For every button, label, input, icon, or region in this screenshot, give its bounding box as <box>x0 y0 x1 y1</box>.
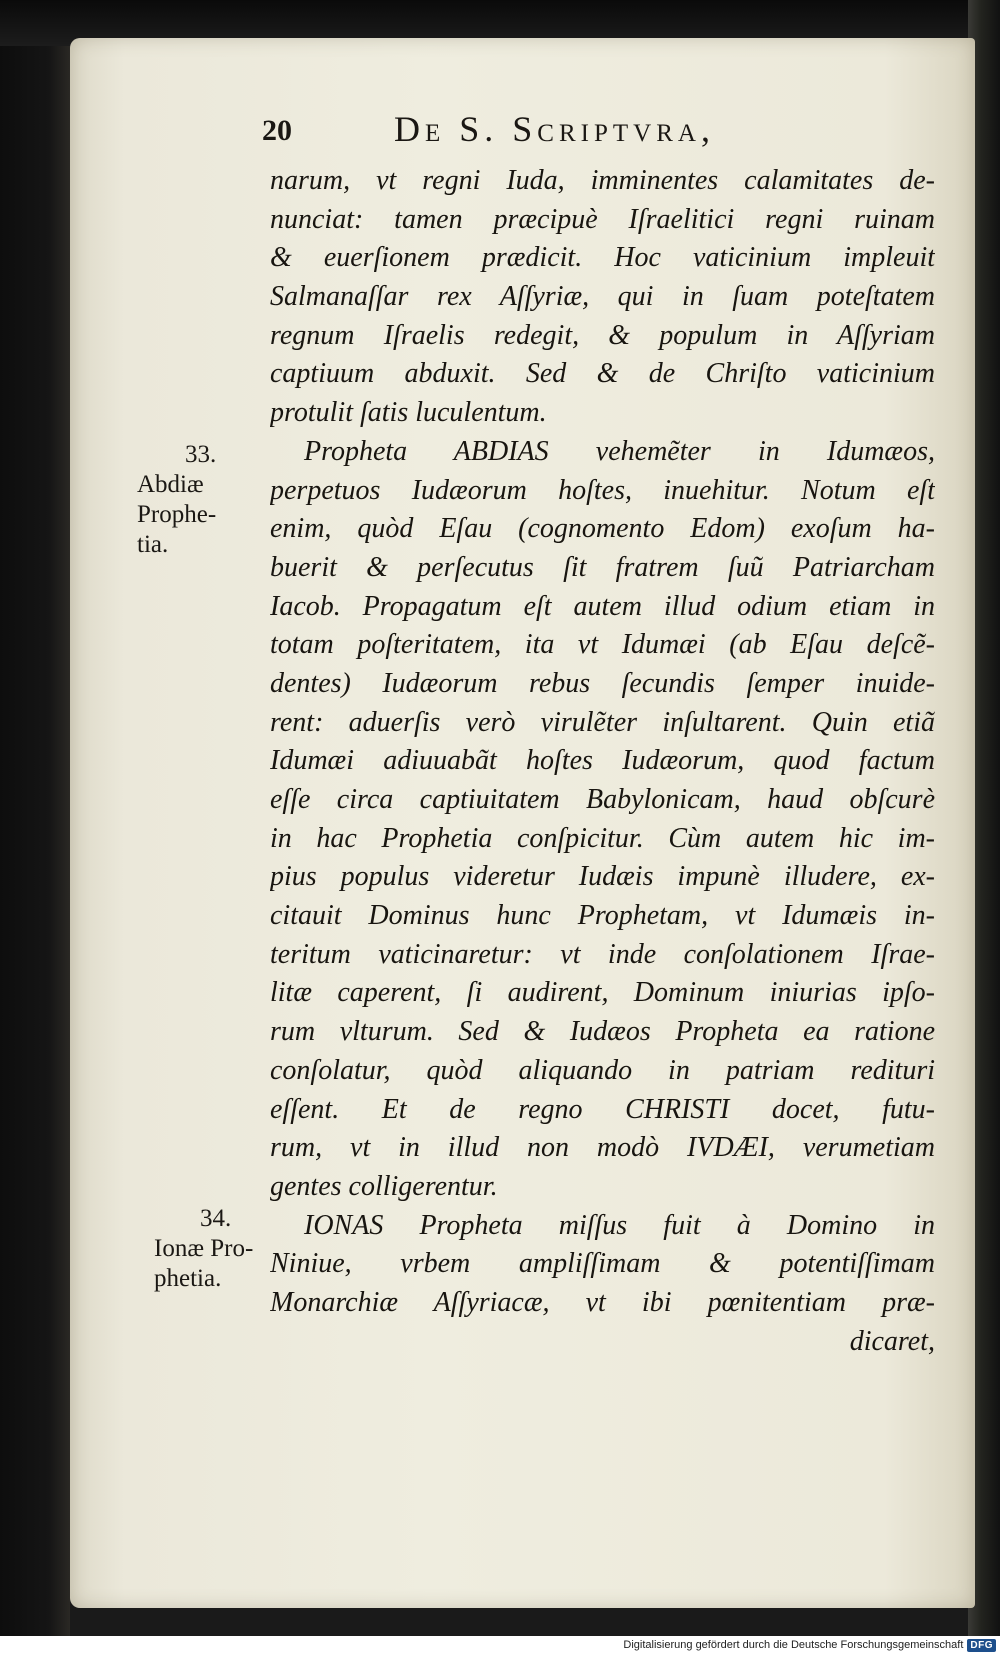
margin-note-line: phetia. <box>154 1265 222 1292</box>
text-line: dentes) Iudæorum rebus ſecundis ſemper inuide- <box>270 667 935 699</box>
text-line: teritum vaticinaretur: vt inde conſolationem Iſrae- <box>270 938 935 970</box>
text-line: & euerſionem prædicit. Hoc vaticinium impleuit <box>270 242 935 274</box>
text-line: citauit Dominus hunc Prophetam, vt Idumæis in- <box>270 900 935 932</box>
text-line: IONAS Propheta miſſus fuit à Domino in <box>304 1209 935 1241</box>
body-text <box>270 162 935 1361</box>
text-line: pius populus videretur Iudæis impunè illudere, ex- <box>270 861 935 893</box>
text-line: nunciat: tamen præcipuè Iſraelitici regni ruinam <box>270 203 935 235</box>
text-line: totam poſteritatem, ita vt Idumæi (ab Eſau deſcẽ- <box>270 629 935 661</box>
text-line: buerit & perſecutus ſit fratrem ſuũ Patriarcham <box>270 551 935 583</box>
text-line: gentes colligerentur. <box>270 1170 498 1202</box>
margin-note-line: tia. <box>137 531 169 558</box>
text-line: regnum Iſraelis redegit, & populum in Aſſyriam <box>270 319 935 351</box>
digitization-credit <box>623 1637 996 1653</box>
margin-note-line: Ionæ Pro- <box>154 1235 254 1262</box>
page-number: 20 <box>262 114 292 147</box>
credit-text: Digitalisierung gefördert durch die Deutsche Forschungsgemeinschaft <box>623 1639 964 1651</box>
margin-note-line: Prophe- <box>137 501 217 528</box>
margin-note-line: Abdiæ <box>137 471 204 498</box>
text-line: rent: aduerſis verò virulẽter inſultarent. Quin etiã <box>270 706 935 738</box>
margin-note-number: 34. <box>200 1205 232 1232</box>
text-line: Monarchiæ Aſſyriacæ, vt ibi pœnitentiam præ- <box>270 1286 935 1318</box>
margin-note-34 <box>154 1204 254 1294</box>
text-line: Propheta ABDIAS vehemẽter in Idumæos, <box>304 435 935 467</box>
text-line: protulit ſatis luculentum. <box>270 397 547 429</box>
margin-note-number: 33. <box>185 441 217 468</box>
dfg-logo: DFG <box>967 1639 996 1652</box>
running-title: De S. Scriptvra, <box>394 109 715 149</box>
book-spine <box>0 0 70 1654</box>
text-line: in hac Prophetia conſpicitur. Cùm autem hic im- <box>270 822 935 854</box>
text-line: Iacob. Propagatum eſt autem illud odium etiam in <box>270 590 935 622</box>
text-line: perpetuos Iudæorum hoſtes, inuehitur. Notum eſt <box>270 474 935 506</box>
text-line: rum, vt in illud non modò IVDÆI, verumetiam <box>270 1132 935 1164</box>
text-line: conſolatur, quòd aliquando in patriam redituri <box>270 1054 935 1086</box>
text-line: Salmanaſſar rex Aſſyriæ, qui in ſuam poteſtatem <box>270 281 935 313</box>
text-line: litæ caperent, ſi audirent, Dominum iniurias ipſo- <box>270 977 935 1009</box>
text-line: eſſe circa captiuitatem Babylonicam, haud obſcurè <box>270 784 935 815</box>
text-line: enim, quòd Eſau (cognomento Edom) exoſum ha- <box>270 513 935 545</box>
margin-note-33 <box>137 440 217 560</box>
text-line: Idumæi adiuuabãt hoſtes Iudæorum, quod factum <box>270 745 935 777</box>
page-header <box>262 108 962 154</box>
text-line: Niniue, vrbem ampliſſimam & potentiſſimam <box>270 1248 935 1280</box>
text-line: narum, vt regni Iuda, imminentes calamitates de- <box>270 165 935 196</box>
text-line: captiuum abduxit. Sed & de Chriſto vaticinium <box>270 358 935 390</box>
text-line: eſſent. Et de regno CHRISTI docet, futu- <box>270 1093 935 1125</box>
text-line: rum vlturum. Sed & Iudæos Propheta ea ratione <box>270 1016 935 1048</box>
text-line: dicaret, <box>849 1325 935 1357</box>
